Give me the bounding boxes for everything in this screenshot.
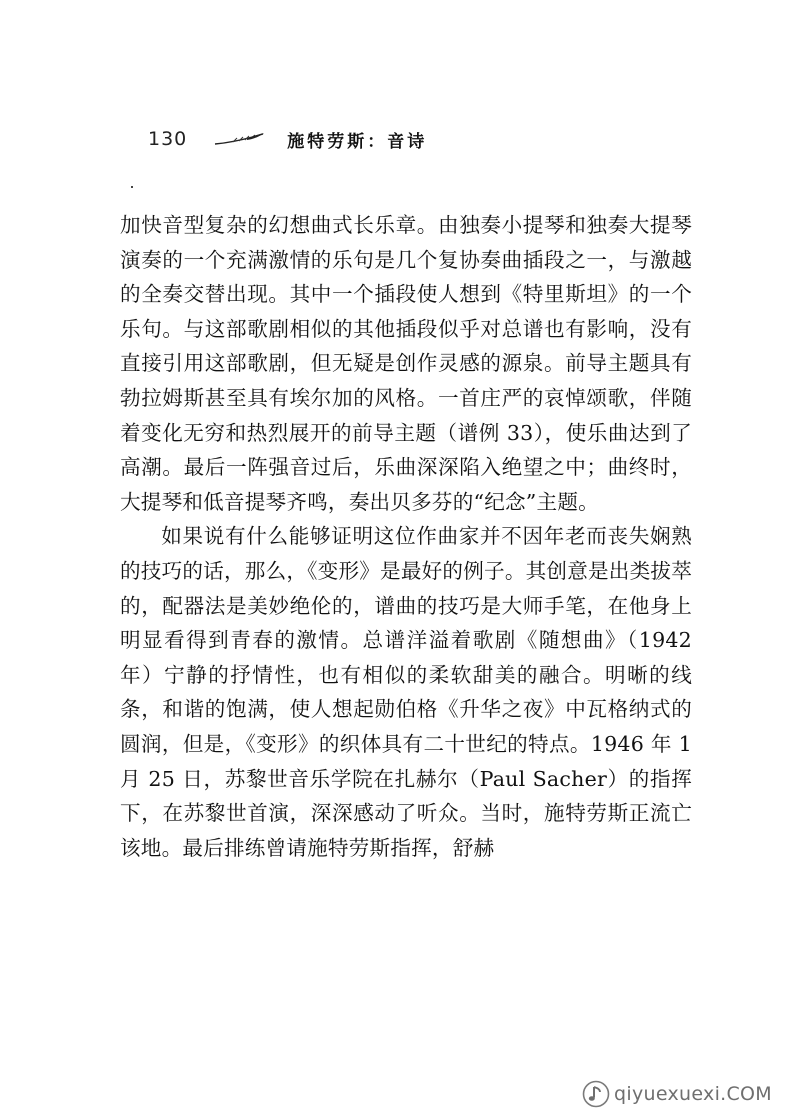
quill-icon [213,132,265,146]
watermark-text: qiyuexuexi.COM [614,1083,772,1105]
speck [131,186,133,188]
body-text [120,208,692,865]
running-head: 施特劳斯：音诗 [287,131,428,152]
music-note-icon [582,1080,610,1108]
page-header [148,124,427,154]
paragraph: 如果说有什么能够证明这位作曲家并不因年老而丧失娴熟的技巧的话，那么，《变形》是最好的例子。其创意是出类拔萃的，配器法是美妙绝伦的，谱曲的技巧是大师手笔，在他身上明显看得到青春的激情。总谱洋溢着歌剧《随想曲》（1942 年）宁静的抒情性，也有相似的柔软甜美的融合。明晰的线条，和谐的饱满，使人想起勋伯格《升华之夜》中瓦格纳式的圆润，但是，《变形》的织体具有二十世纪的特点。1946 年 1 月 25 日，苏黎世音乐学院在扎赫尔（Paul Sacher）的指挥下，在苏黎世首演，深深感动了听众。当时，施特劳斯正流亡该地。最后排练曾请施特劳斯指挥，舒赫 [120,524,692,860]
page-number: 130 [148,128,188,150]
watermark [582,1080,772,1108]
paragraph: 加快音型复杂的幻想曲式长乐章。由独奏小提琴和独奏大提琴演奏的一个充满激情的乐句是几个复协奏曲插段之一，与激越的全奏交替出现。其中一个插段使人想到《特里斯坦》的一个乐句。与这部歌剧相似的其他插段似乎对总谱也有影响，没有直接引用这部歌剧，但无疑是创作灵感的源泉。前导主题具有勃拉姆斯甚至具有埃尔加的风格。一首庄严的哀悼颂歌，伴随着变化无穷和热烈展开的前导主题（谱例 33），使乐曲达到了高潮。最后一阵强音过后，乐曲深深陷入绝望之中；曲终时，大提琴和低音提琴齐鸣，奏出贝多芬的“纪念”主题。 [120,213,692,514]
